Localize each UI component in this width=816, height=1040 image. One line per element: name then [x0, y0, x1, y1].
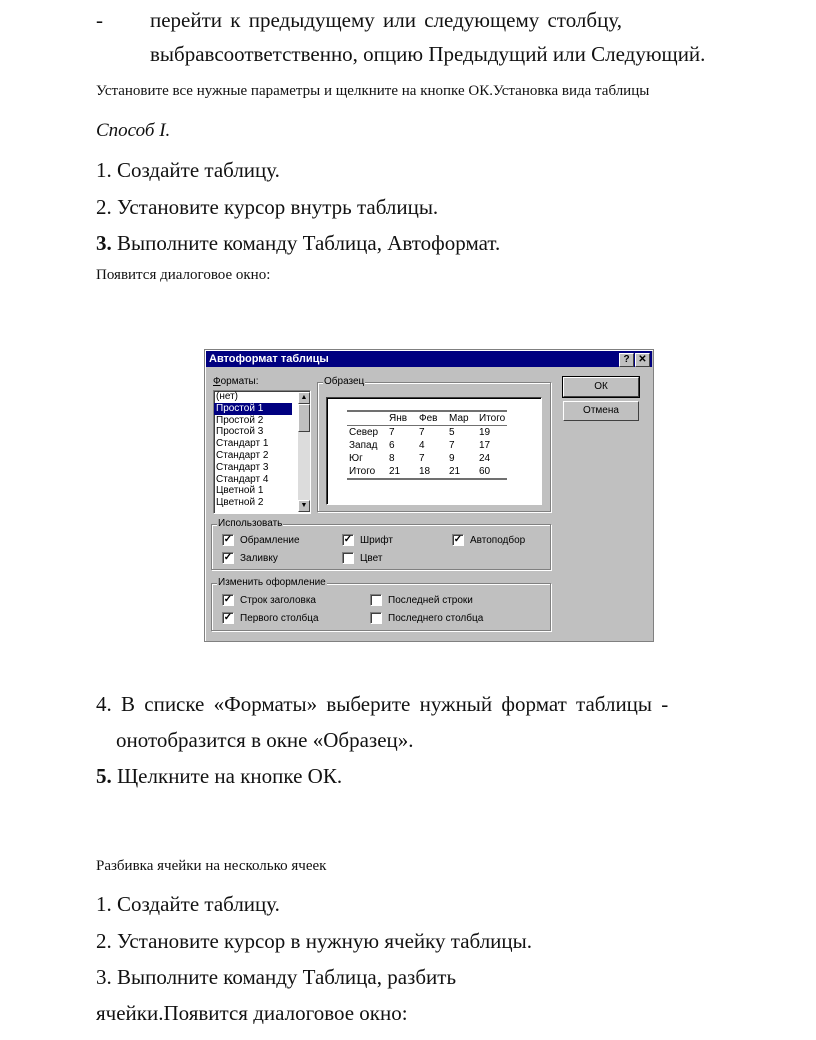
step-number: 3.	[96, 231, 112, 255]
step-number: 4.	[96, 692, 112, 716]
modify-group-label: Изменить оформление	[218, 577, 326, 588]
sample-cell: 17	[479, 440, 491, 451]
format-option[interactable]: Цветной 2	[216, 497, 264, 509]
step-4-line-2: онотобразится в окне «Образец».	[116, 728, 414, 752]
split-step-3: 3. Выполните команду Таблица, разбить	[96, 965, 457, 989]
split-step-1: 1. Создайте таблицу.	[96, 892, 280, 916]
checkbox-box[interactable]: ✓	[343, 534, 353, 545]
sample-cell: 7	[389, 427, 395, 438]
step-text: Щелкните на кнопке ОК.	[111, 764, 343, 788]
formats-listbox[interactable]	[213, 390, 311, 514]
sample-cell: 9	[449, 453, 455, 464]
sample-table	[347, 410, 507, 480]
sample-cell: Юг	[349, 453, 363, 464]
list-dash: -	[96, 8, 103, 32]
text-line-1: перейти к предыдущему или следующему столбцу,	[150, 8, 622, 32]
method-step-3	[96, 231, 500, 256]
step-4-line-1	[96, 692, 668, 717]
cancel-button[interactable]: Отмена	[563, 401, 639, 421]
sample-row	[347, 465, 507, 479]
use-group	[211, 518, 551, 570]
step-text: Создайте таблицу.	[111, 158, 280, 182]
step-number: 1.	[96, 158, 112, 182]
sample-cell: 5	[449, 427, 455, 438]
sample-cell: 18	[417, 465, 447, 479]
split-step-2: 2. Установите курсор в нужную ячейку таблицы.	[96, 929, 533, 953]
sample-row	[347, 426, 507, 440]
sample-cell: 21	[387, 465, 417, 479]
checkbox-last-column[interactable]: Последнего столбца	[370, 612, 483, 624]
checkbox-header-rows[interactable]: ✓ Строк заголовка	[223, 594, 316, 606]
sample-cell: 6	[389, 440, 395, 451]
step-text: В списке «Форматы» выберите нужный формат таблицы -	[111, 692, 669, 716]
sample-cell: Фев	[417, 411, 447, 426]
ok-button[interactable]: ОК	[563, 377, 639, 397]
checkbox-font[interactable]: ✓ Шрифт	[343, 534, 393, 546]
sample-cell: 60	[477, 465, 507, 479]
format-option[interactable]: Стандарт 3	[216, 461, 269, 473]
sample-cell: Север	[349, 427, 379, 438]
sample-group	[317, 376, 551, 512]
format-option[interactable]: Цветной 1	[216, 485, 264, 497]
checkbox-autofit[interactable]: ✓ Автоподбор	[453, 534, 526, 546]
format-option[interactable]: Стандарт 1	[216, 438, 269, 450]
checkbox-box[interactable]: ✓	[223, 534, 233, 545]
scroll-down-icon[interactable]: ▼	[298, 500, 310, 512]
scrollbar[interactable]	[298, 392, 310, 512]
autoformat-dialog	[204, 349, 654, 642]
sample-row	[347, 452, 507, 465]
checkbox-box[interactable]	[342, 552, 354, 564]
step-number: 2.	[96, 195, 112, 219]
step-text: Установите курсор внутрь таблицы.	[111, 195, 439, 219]
modify-group	[211, 577, 551, 631]
format-option[interactable]: Простой 1	[214, 403, 292, 415]
sample-cell: 7	[419, 453, 425, 464]
close-icon[interactable]: ✕	[635, 353, 650, 367]
format-option[interactable]: Стандарт 4	[216, 473, 269, 485]
sample-preview	[326, 397, 542, 505]
instruction-line: Установите все нужные параметры и щелкните на кнопке ОК.Установка вида таблицы	[96, 83, 650, 99]
sample-cell: 8	[389, 453, 395, 464]
sample-cell: 7	[419, 427, 425, 438]
sample-cell: Итого	[347, 465, 387, 479]
step-text: Выполните команду Таблица, Автоформат.	[111, 231, 501, 255]
sample-cell	[347, 411, 387, 426]
scroll-thumb[interactable]	[298, 404, 310, 432]
sample-cell: 24	[479, 453, 491, 464]
checkbox-first-column[interactable]: ✓ Первого столбца	[223, 612, 319, 624]
text-line-2: выбравсоответственно, опцию Предыдущий или Следующий.	[150, 42, 706, 66]
help-icon[interactable]: ?	[619, 353, 634, 367]
sample-cell: Запад	[349, 440, 378, 451]
sample-cell: Мар	[447, 411, 477, 426]
checkbox-box[interactable]: ✓	[453, 534, 463, 545]
format-option[interactable]: Простой 3	[216, 426, 264, 438]
method-heading: Способ I.	[96, 120, 171, 141]
checkbox-border[interactable]: ✓ Обрамление	[223, 534, 300, 546]
sample-cell: 21	[447, 465, 477, 479]
checkbox-last-row[interactable]: Последней строки	[370, 594, 473, 606]
checkbox-box[interactable]: ✓	[223, 612, 233, 623]
formats-list	[214, 391, 310, 509]
scroll-up-icon[interactable]: ▲	[298, 392, 310, 404]
formats-label: Форматы:	[213, 376, 259, 387]
dialog-intro: Появится диалоговое окно:	[96, 267, 271, 283]
checkbox-box[interactable]: ✓	[223, 594, 233, 605]
sample-row	[347, 411, 507, 426]
sample-cell: 19	[479, 427, 491, 438]
method-step-2	[96, 195, 438, 220]
sample-label: Образец	[324, 376, 365, 387]
format-option[interactable]: (нет)	[216, 391, 238, 402]
use-group-label: Использовать	[218, 518, 283, 529]
checkbox-box[interactable]: ✓	[223, 552, 233, 563]
sample-cell: Итого	[479, 413, 506, 424]
sample-cell: 4	[419, 440, 425, 451]
sample-row	[347, 439, 507, 452]
checkbox-box[interactable]	[370, 594, 382, 606]
formats-label-text: орматы:	[220, 376, 259, 387]
method-step-1	[96, 158, 280, 183]
checkbox-box[interactable]	[370, 612, 382, 624]
split-continuation: ячейки.Появится диалоговое окно:	[96, 1001, 408, 1025]
checkbox-color[interactable]: Цвет	[342, 552, 382, 564]
format-option[interactable]: Простой 2	[216, 414, 264, 426]
checkbox-shading[interactable]: ✓ Заливку	[223, 552, 278, 564]
dialog-titlebar	[206, 351, 652, 367]
sample-cell: 7	[449, 440, 455, 451]
sample-cell: Янв	[387, 411, 417, 426]
dialog-title: Автоформат таблицы	[209, 353, 329, 365]
step-5	[96, 764, 342, 789]
step-number: 5.	[96, 764, 112, 788]
format-option[interactable]: Стандарт 2	[216, 449, 269, 461]
split-heading: Разбивка ячейки на несколько ячеек	[96, 858, 327, 874]
